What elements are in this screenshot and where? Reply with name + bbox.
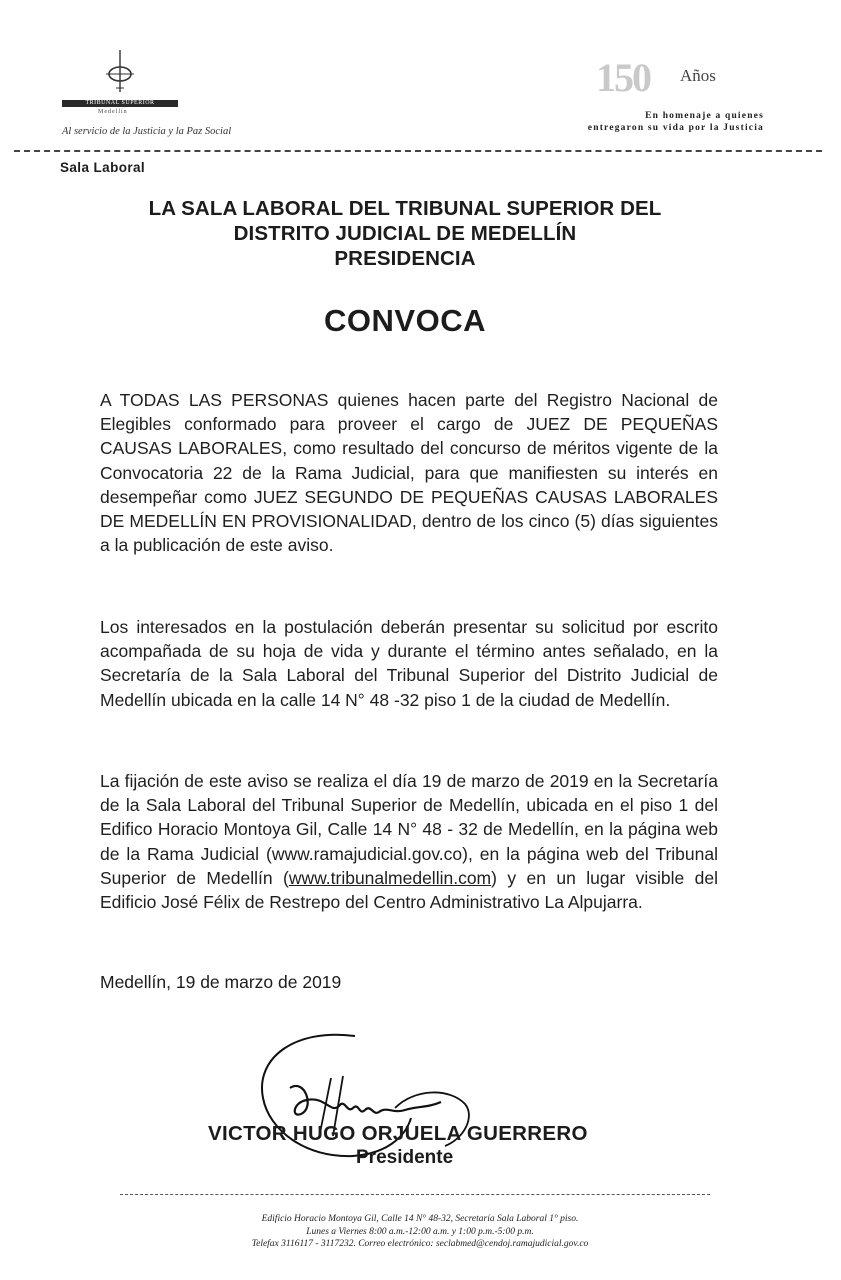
- footer-divider: [120, 1194, 710, 1195]
- paragraph-3-text-start: La fijación de este aviso se realiza el día 19 de marzo de 2019 en la Secretaría de la Sala Laboral del Tribunal Superior de Medellín, ubicada en el piso 1 del Edifico Horacio Montoya Gil, Calle 14 N° 48 - 32 de Medellín, en la página web de la Rama Judicial (www.ramajudicial.gov.co), en la página web del Tribunal Superior de Medellín (: [100, 771, 718, 888]
- footer-address: Edificio Horacio Montoya Gil, Calle 14 N° 48-32, Secretaría Sala Laboral 1° piso.: [261, 1214, 579, 1224]
- tribunal-website-link[interactable]: www.tribunalmedellin.com: [288, 867, 492, 888]
- anniversary-number: 150: [596, 55, 650, 100]
- paragraph-3-text-end: ) y en un lugar visible del Edificio José Félix de Restrepo del Centro Administrativo La Alpujarra.: [100, 867, 719, 913]
- signatory-role: Presidente: [356, 1147, 454, 1168]
- anniversary-logo: [587, 55, 786, 138]
- signatory-name: VICTOR HUGO ORJUELA GUERRERO: [208, 1122, 588, 1145]
- place-and-date: Medellín, 19 de marzo de 2019: [100, 972, 342, 992]
- footer-phone-email: Telefax 3116117 - 3117232. Correo electrónico: seclabmed@cendoj.ramajudicial.gov.co: [251, 1239, 589, 1249]
- document-title: CONVOCA: [324, 303, 486, 338]
- footer-contact: [170, 1213, 670, 1251]
- anniversary-motto: [564, 110, 764, 134]
- court-name: TRIBUNAL SUPERIOR: [62, 100, 178, 107]
- heading-line-2: DISTRITO JUDICIAL DE MEDELLÍN: [233, 222, 577, 245]
- anniversary-motto-line2: entregaron su vida por la Justicia: [587, 123, 764, 133]
- anniversary-motto-line1: En homenaje a quienes: [645, 111, 764, 121]
- left-motto: Al servicio de la Justicia y la Paz Social: [62, 126, 232, 137]
- header-divider: [14, 150, 822, 152]
- body-paragraph-2: Los interesados en la postulación deberán presentar su solicitud por escrito acompañada de su hoja de vida y durante el término antes señalado, en la Secretaría de la Sala Laboral del Tribunal Superior del Distrito Judicial de Medellín ubicada en la calle 14 N° 48 -32 piso 1 de la ciudad de Medellín.: [100, 617, 718, 710]
- heading-line-1: LA SALA LABORAL DEL TRIBUNAL SUPERIOR DEL: [148, 197, 662, 220]
- body-paragraph-1: A TODAS LAS PERSONAS quienes hacen parte del Registro Nacional de Elegibles conformado para proveer el cargo de JUEZ DE PEQUEÑAS CAUSAS LABORALES, como resultado del concurso de méritos vigente de la Convocatoria 22 de la Rama Judicial, para que manifiesten su interés en desempeñar como JUEZ SEGUNDO DE PEQUEÑAS CAUSAS LABORALES DE MEDELLÍN EN PROVISIONALIDAD, dentro de los cinco (5) días siguientes a la publicación de este aviso.: [100, 390, 718, 556]
- body-paragraph-3: [100, 769, 718, 914]
- court-logo: [60, 48, 260, 137]
- anniversary-word: Años: [680, 66, 716, 85]
- document-heading: [80, 196, 730, 271]
- footer-hours: Lunes a Viernes 8:00 a.m.-12:00 a.m. y 1:00 p.m.-5:00 p.m.: [306, 1226, 534, 1237]
- scales-emblem-icon: [102, 48, 138, 94]
- section-label: Sala Laboral: [60, 160, 146, 175]
- heading-line-3: PRESIDENCIA: [334, 247, 476, 270]
- court-city: Medellín: [98, 109, 128, 115]
